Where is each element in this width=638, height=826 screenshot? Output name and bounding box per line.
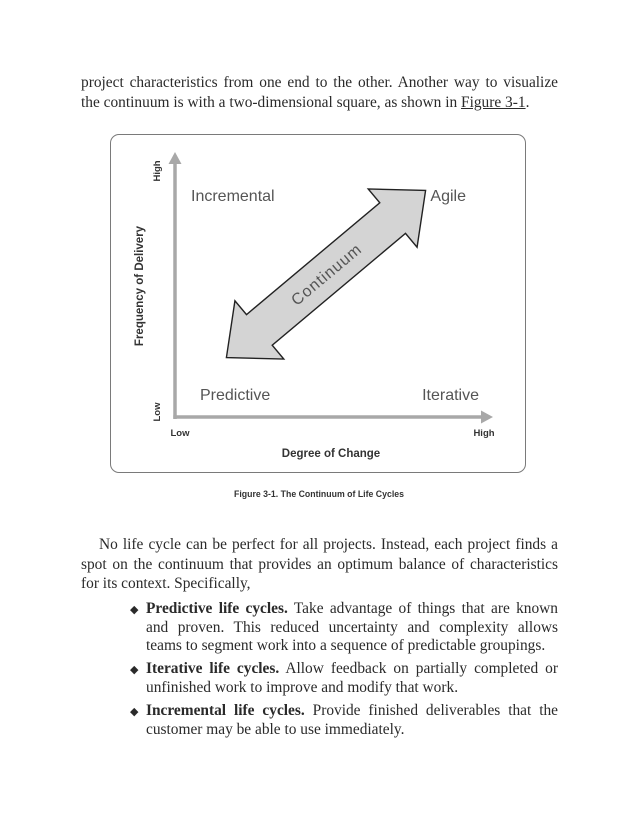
quadrant-label-agile: Agile <box>430 188 466 205</box>
y-axis-title: Frequency of Delivery <box>134 225 146 347</box>
bullet-term: Incremental life cycles. <box>146 701 305 719</box>
bullet-text: Allow feedback on partially completed or unfinished work to improve and modify that work. <box>146 660 558 696</box>
list-item <box>128 660 558 697</box>
bullet-term: Iterative life cycles. <box>146 660 280 678</box>
list-item <box>128 600 558 656</box>
bullet-term: Predictive life cycles. <box>146 600 288 617</box>
y-axis-arrowhead <box>169 152 182 164</box>
x-axis-high-label: High <box>473 428 495 439</box>
diamond-bullet-icon: ◆ <box>130 664 139 677</box>
x-axis-low-label: Low <box>170 428 190 439</box>
quadrant-label-iterative: Iterative <box>422 387 479 404</box>
diamond-bullet-icon: ◆ <box>130 604 139 616</box>
x-axis-arrowhead <box>481 411 493 424</box>
figure-link[interactable]: Figure 3-1 <box>461 93 526 111</box>
quadrant-label-incremental: Incremental <box>191 188 275 205</box>
body-paragraph: No life cycle can be perfect for all projects. Instead, each project finds a spot on the continuum that provides an optimum balance of characteristics for its context. Specifically, <box>81 536 558 592</box>
x-axis-title: Degree of Change <box>281 448 381 460</box>
figure-caption: Figure 3-1. The Continuum of Life Cycles <box>234 489 404 500</box>
quadrant-label-predictive: Predictive <box>200 387 271 404</box>
list-item <box>128 702 558 739</box>
y-axis-low-label: Low <box>152 402 163 422</box>
continuum-diagram <box>111 135 527 474</box>
life-cycle-list <box>128 600 558 744</box>
bullet-text: Provide finished deliverables that the customer may be able to use immediately. <box>146 701 558 738</box>
bullet-text: Take advantage of things that are known and proven. This reduced uncertainty and complexity allows teams to segment work into a sequence of predictable groupings. <box>146 600 558 655</box>
intro-text-after: . <box>525 93 530 111</box>
figure-frame <box>110 134 526 473</box>
continuum-label: Continuum <box>288 240 366 310</box>
intro-text-before: project characteristics from one end to the other. Another way to visualize the continuum is with a two-dimensional square, as shown in <box>81 74 558 111</box>
diamond-bullet-icon: ◆ <box>130 705 139 718</box>
y-axis-high-label: High <box>152 160 163 182</box>
intro-paragraph <box>81 73 558 112</box>
